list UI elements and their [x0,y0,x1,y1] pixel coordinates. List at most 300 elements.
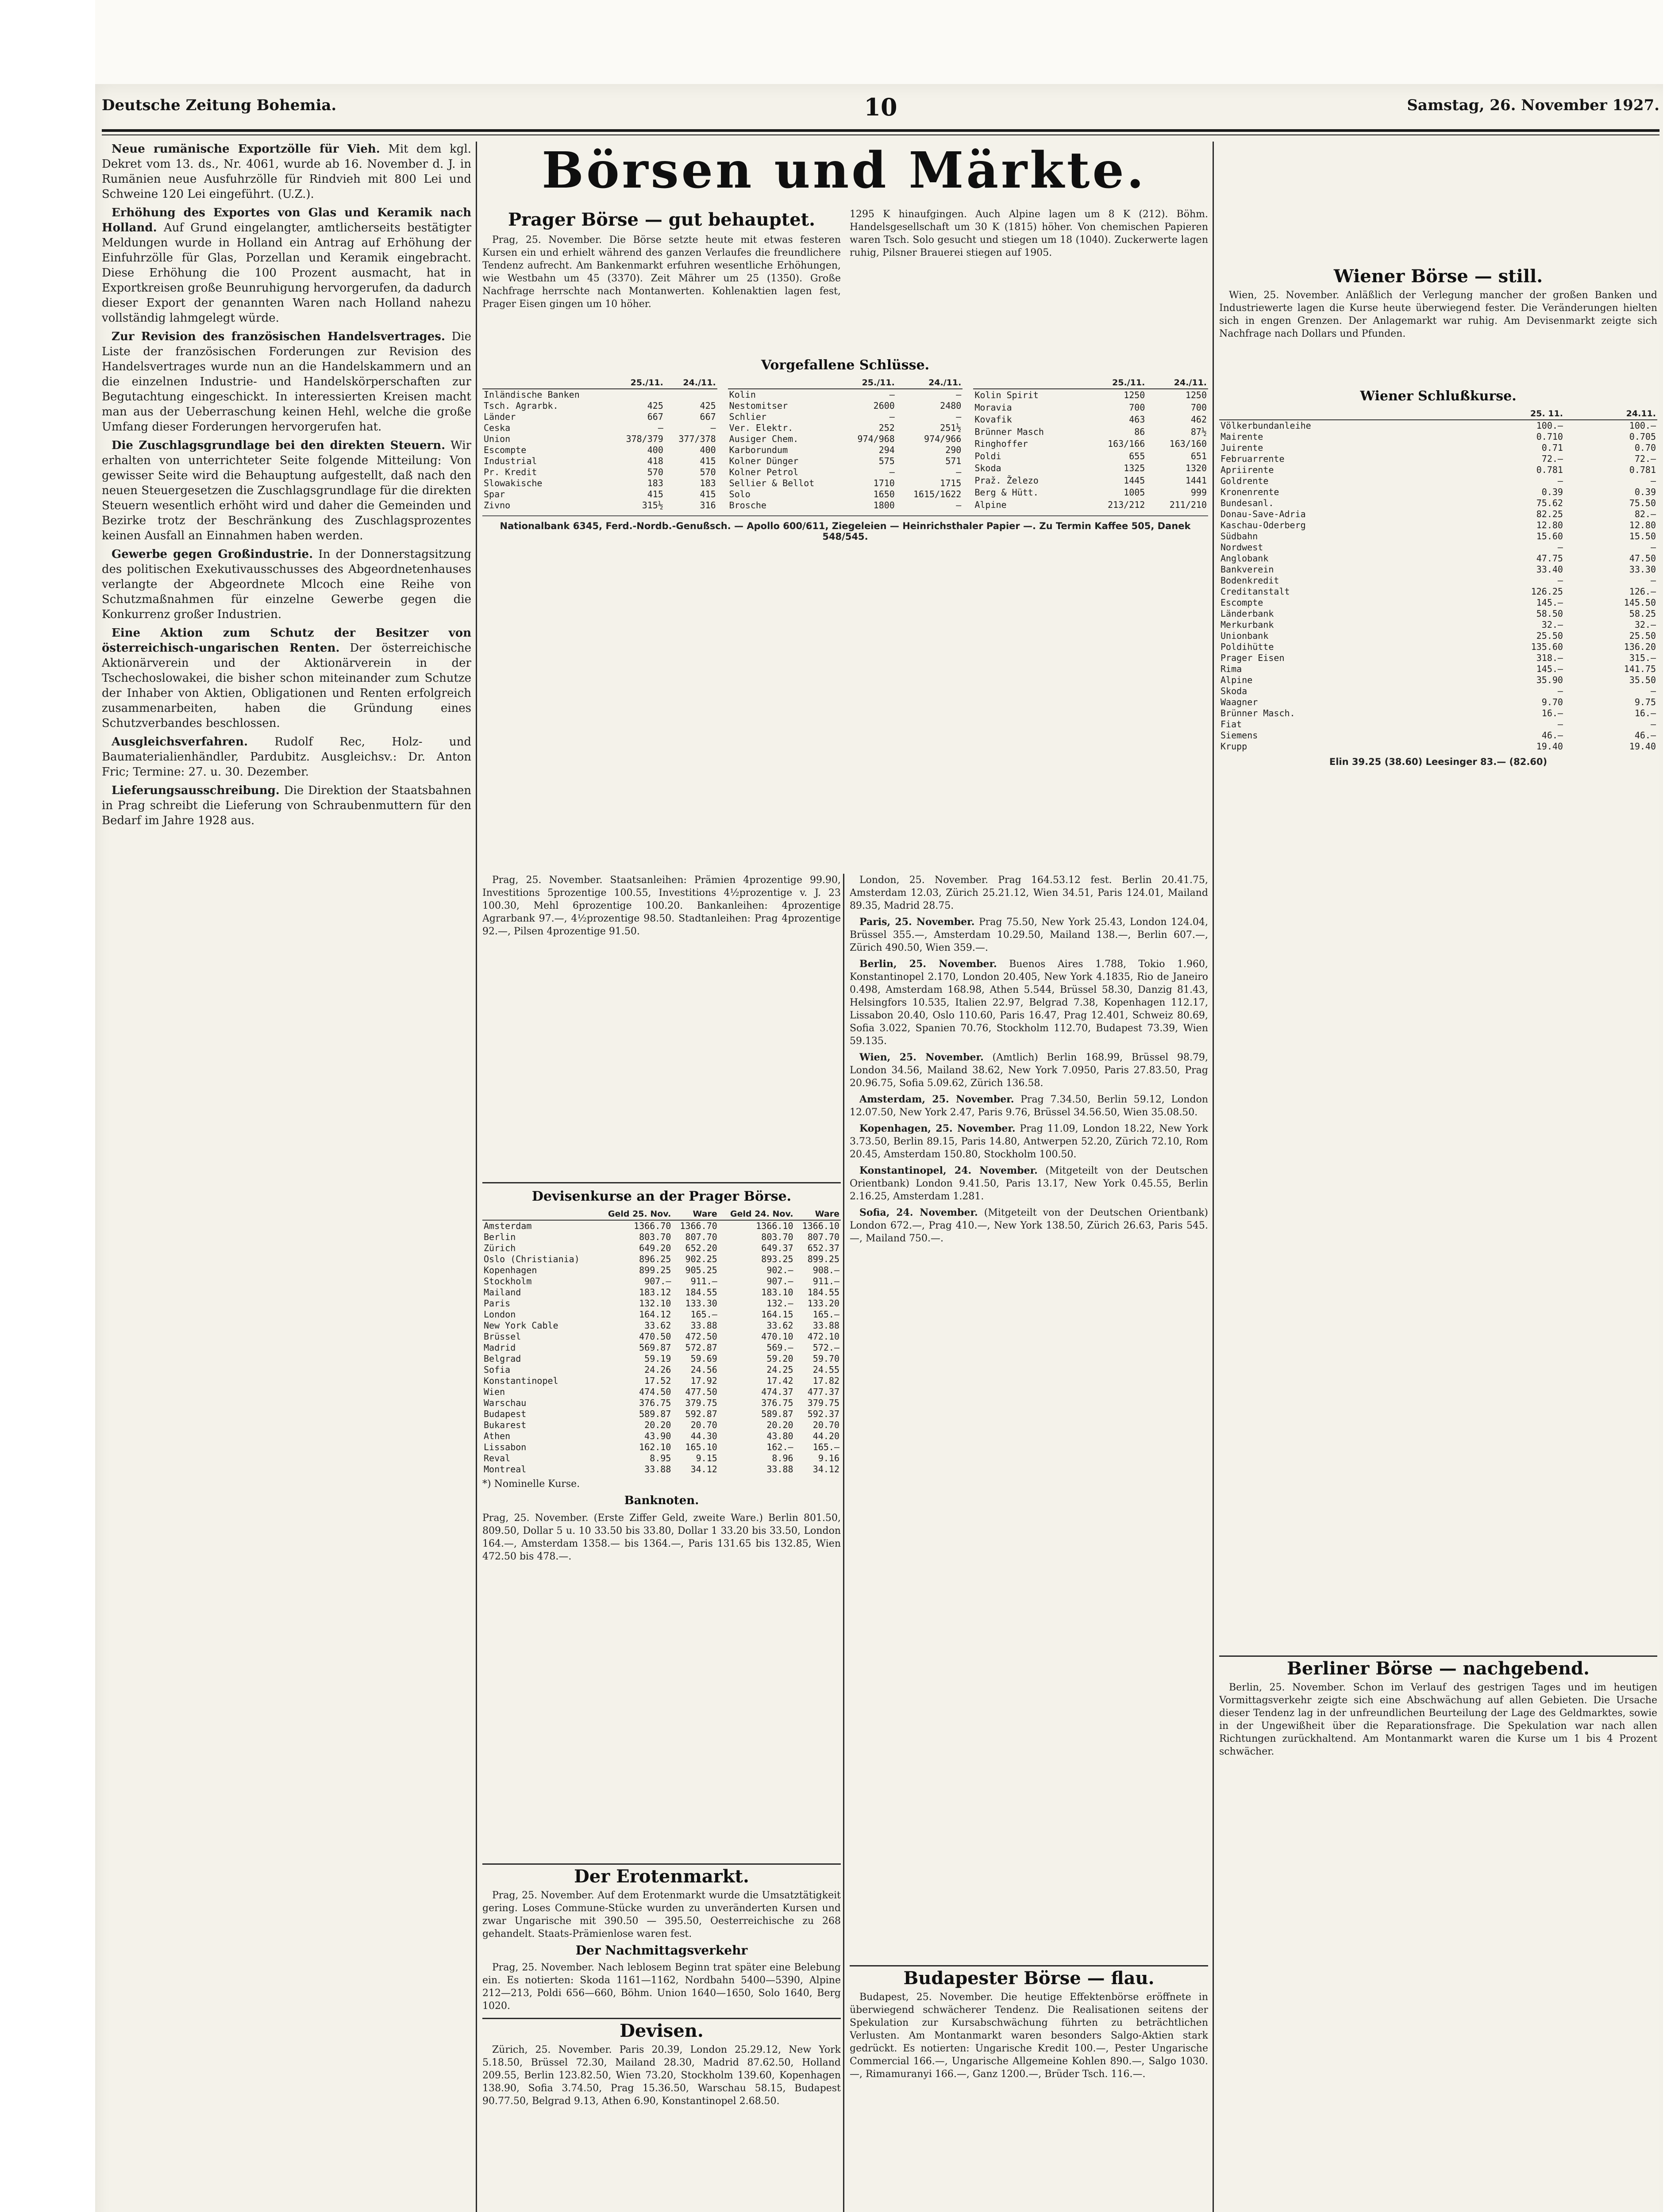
table-cell: Schlier [729,411,766,422]
table-cell: Prager Eisen [1221,653,1285,663]
table-cell [665,389,717,400]
table-cell: 72.— [1634,453,1656,464]
table-cell [612,389,665,400]
news-text: Mit dem kgl. Dekret vom 13. ds., Nr. 4061, wurde ab 16. November d. J. in Rumänien neue Ausfuhrzölle für Rindvieh mit 800 Lei und Schweine 120 Lei eingeführt. (U.Z.). [102,142,471,201]
closing-quotes-rule [482,515,1208,516]
table-row [1219,719,1657,730]
table-row [482,1453,841,1464]
devisen-ausland-title: Devisen. [620,2020,704,2041]
table-row [482,1464,841,1475]
berlin-rule [1219,1655,1657,1657]
news-text: Der österreichische Aktionärverein und der Aktionärverein in der Tschechoslowakei, die bisher schon miteinander zum Schutze der Inhaber von Aktien, Obligationen und Renten erfolgreich zusammenarbeiten, haben die Gründung eines Schutzverbandes beschlossen. [102,641,471,730]
wien-header-cell: 25. 11. [1469,408,1564,420]
report-text: Prag 75.50, New York 25.43, London 124.04, Brüssel 355.—, Amsterdam 10.29.50, Mailand 138.—, Berlin 607.—, Zürich 490.50, Wien 359.—. [850,917,1208,953]
devisenkurse-prag-section [482,1177,841,1854]
exchange-report [850,1122,1208,1161]
table-cell: 82.25 [1536,509,1563,519]
news-lead: Gewerbe gegen Großindustrie. [112,548,313,561]
page-header [102,93,1659,128]
table-cell: 163/166 [1108,438,1145,449]
table-cell: 0.781 [1629,465,1656,475]
table-cell: — [956,389,962,400]
table-cell: Ceska [484,422,511,433]
table-cell: 183.12 [639,1287,671,1298]
header-rule-thin [102,134,1659,135]
table-cell: 667 [647,411,663,422]
table-row [1219,586,1657,597]
table-row [482,1375,841,1386]
header-rule [102,129,1659,132]
table-row [1219,431,1657,442]
table-row [482,1398,841,1409]
table-cell: 19.40 [1629,741,1656,752]
table-cell: Brünner Masch [974,426,1044,437]
table-cell: 1800 [873,500,895,511]
table-cell: 33.88 [690,1320,717,1331]
table-cell: 0.781 [1536,465,1563,475]
scan-margin-right [1663,0,1671,2212]
closing-header-cell: 24./11. [1146,377,1208,389]
table-cell: Apriirente [1221,465,1274,475]
erotenmarkt-title: Der Erotenmarkt. [574,1866,749,1887]
table-cell: 379.75 [685,1398,717,1408]
exchange-report [850,1051,1208,1090]
table-row [482,1364,841,1375]
table-cell: 0.710 [1536,431,1563,442]
news-paragraph [102,142,471,202]
table-cell: 34.12 [690,1464,717,1475]
table-cell: 165.— [812,1309,839,1320]
column-divider-mid [843,874,844,2212]
table-cell: Kolner Petrol [729,467,799,477]
table-cell: Skoda [974,463,1001,474]
table-cell: — [710,422,716,433]
table-row [728,389,963,400]
table-row [1219,509,1657,520]
report-lead: Kopenhagen, 25. November. [859,1123,1016,1134]
table-row [973,389,1208,402]
table-cell: 163/160 [1169,438,1207,449]
table-row [1219,453,1657,465]
table-row [1219,708,1657,719]
table-row [1219,487,1657,498]
table-cell: 1650 [873,489,895,499]
table-cell: 316 [700,500,716,511]
table-cell: 20.70 [812,1420,839,1430]
table-cell: Tsch. Agrarbk. [484,400,558,411]
table-row [1219,608,1657,619]
table-cell: 1710 [873,478,895,488]
report-lead: Berlin, 25. November. [859,958,997,970]
table-row [1219,575,1657,586]
table-row [973,402,1208,414]
closing-quotes-table [973,377,1208,511]
devisen-header-cell: Ware [795,1209,841,1220]
table-cell: 415 [647,489,663,499]
table-row [482,1409,841,1420]
table-cell: 649.37 [761,1243,793,1253]
table-cell: 17.42 [766,1375,793,1386]
table-cell: 1250 [1124,390,1145,401]
devisen-header-cell [482,1209,597,1220]
table-cell: 655 [1129,450,1145,461]
table-row [1219,697,1657,708]
report-text: (Mitgeteilt von der Deutschen Orientbank) London 672.—, Prag 410.—, New York 138.50, Zürich 26.63, Paris 545.—, Mailand 750.—. [850,1207,1208,1244]
table-cell: 162.10 [639,1442,671,1452]
table-row [482,1320,841,1331]
table-cell: — [1650,719,1656,730]
table-cell: 126.25 [1531,586,1563,597]
closing-header-cell [728,377,843,389]
table-row [482,478,717,489]
table-cell: 211/210 [1169,499,1207,510]
table-row [728,422,963,434]
table-cell: 164.15 [761,1309,793,1320]
table-cell: — [889,411,895,422]
table-cell: 572.— [812,1342,839,1353]
table-cell: — [1650,575,1656,586]
news-text: Auf Grund eingelangter, amtlicherseits bestätigter Meldungen wurde in Holland ein Antrag auf Erhöhung der Einfuhrzölle für Glas, Porzellan und Keramik eingebracht. Diese Erhöhung die 100 Prozent ausmacht, hat in Exportkreisen große Beunruhigung hervorgerufen, da dadurch dieser Export der genannten Waren nach Holland nahezu vollständig lahmgelegt würde. [102,221,471,325]
prager-boerse-continued [850,208,1208,354]
table-cell: — [956,467,962,477]
table-row [482,1276,841,1287]
budapest-text: Budapest, 25. November. Die heutige Effektenbörse eröffnete in überwiegend schwächerer Tendenz. Die Realisationen seitens der Spekulation zur Kursabschwächung führten zu beträchtlichen Verlusten. Am Montanmarkt waren besonders Salgo-Aktien stark gedrückt. Es notierten: Ungarische Kredit 100.—, Pester Ungarische Commercial 166.—, Ungarische Allgemeine Kohlen 890.—, Salgo 1030.—, Rimamuranyi 166.—, Ganz 1200.—, Brüder Tsch. 116.—. [850,1992,1208,2080]
table-cell: 33.88 [812,1320,839,1331]
report-text: (Amtlich) Berlin 168.99, Brüssel 98.79, London 34.56, Mailand 38.62, New York 7.0950, Paris 27.83.50, Prag 20.96.75, Sofia 5.09.62, Zürich 136.58. [850,1052,1208,1089]
table-cell: 589.87 [639,1409,671,1419]
table-cell: Athen [484,1431,511,1441]
table-row [1219,686,1657,697]
table-row [482,467,717,478]
table-cell: 378/379 [626,434,663,444]
table-cell: 33.40 [1536,564,1563,575]
news-text: In der Donnerstagsitzung des politischen Exekutivausschusses des Abgeordnetenhauses verlangte der Abgeordnete Mlcoch eine Reihe von Schutzmaßnahmen für einzelne Gewerbe gegen die Konkurrenz großer Industrien. [102,548,471,621]
staatsanleihen-text: Prag, 25. November. Staatsanleihen: Prämien 4prozentige 99.90, Investitions 5prozentige 100.55, Investitions 4½prozentige v. J. 23 100.30, Mehl 6prozentige 100.20. Bankanleihen: 4prozentige Agrarbank 97.—, 4½prozentige 98.50. Stadtanleihen: Prag 4prozentige 92.—, Pilsen 4prozentige 91.50. [482,875,841,937]
news-lead: Erhöhung des Exportes von Glas und Keramik nach Holland. [102,206,471,234]
table-cell: — [889,389,895,400]
table-cell: — [1557,542,1563,553]
table-cell: Merkurbank [1221,619,1274,630]
table-row [728,400,963,411]
table-cell: Spar [484,489,505,499]
table-row [482,422,717,434]
scan-margin-left [0,0,95,2212]
table-row [728,467,963,478]
table-cell: Bodenkredit [1221,575,1279,586]
table-cell: 43.80 [766,1431,793,1441]
closing-header-cell: 25./11. [843,377,896,389]
table-cell: 126.— [1629,586,1656,597]
wiener-boerse-title: Wiener Börse — still. [1333,266,1543,287]
closing-quotes-table [482,377,717,511]
table-cell: 477.37 [807,1386,839,1397]
table-cell: 902.25 [685,1254,717,1264]
table-cell: Ausiger Chem. [729,434,799,444]
table-row [482,1431,841,1442]
news-paragraph [102,205,471,326]
table-cell: — [1650,476,1656,486]
table-cell: 72.— [1541,453,1563,464]
table-cell: Februarrente [1221,453,1285,464]
table-cell: Wien [484,1386,505,1397]
closing-header-row [728,377,963,389]
table-cell: 8.96 [772,1453,793,1463]
table-cell: Alpine [1221,675,1253,685]
table-cell: Kolin [729,389,756,400]
table-row [482,1243,841,1254]
table-cell: — [1650,686,1656,696]
table-row [1219,597,1657,608]
table-cell: 12.80 [1629,520,1656,530]
table-cell: Brosche [729,500,766,511]
table-cell: Donau-Save-Adria [1221,509,1306,519]
table-row [482,445,717,456]
table-cell: 1320 [1185,463,1207,474]
table-cell: 33.88 [644,1464,671,1475]
table-cell: 803.70 [639,1232,671,1242]
table-cell: Kolner Dünger [729,456,799,466]
table-cell: 46.— [1541,730,1563,741]
table-cell: 20.20 [766,1420,793,1430]
table-cell: 47.50 [1629,553,1656,564]
news-paragraph [102,783,471,828]
table-cell: 132.10 [639,1298,671,1309]
devisen-ausland-rule [482,2018,841,2019]
table-cell: Bundesanl. [1221,498,1274,508]
exchange-report [850,916,1208,954]
erotenmarkt-text: Prag, 25. November. Auf dem Erotenmarkt wurde die Umsatztätigkeit gering. Loses Commune-Stücke wurden zu unveränderten Kursen und zwar Ungarische mit 390.50 — 395.50, Oesterreichische zu 268 gehandelt. Staats-Prämienlose waren fest. [482,1890,841,1939]
table-cell: 9.16 [818,1453,839,1463]
table-cell: 59.69 [690,1353,717,1364]
table-cell: 290 [945,445,962,455]
wiener-schluss-title: Wiener Schlußkurse. [1360,388,1517,404]
table-cell: 667 [700,411,716,422]
table-cell: 0.39 [1634,487,1656,497]
table-cell: 569.— [766,1342,793,1353]
table-cell: 9.70 [1541,697,1563,707]
table-cell: 415 [700,489,716,499]
closing-quotes-footer: Nationalbank 6345, Ferd.-Nordb.-Genußsch. — Apollo 600/611, Ziegeleien — Heinrichsthaler Papier —. Zu Termin Kaffee 505, Danek 548/545. [500,521,1191,542]
news-lead: Eine Aktion zum Schutz der Besitzer von österreichisch-ungarischen Renten. [102,626,471,655]
section-masthead: Börsen und Märkte. [542,142,1147,200]
table-cell: Montreal [484,1464,527,1475]
table-cell: 425 [647,400,663,411]
table-cell: 999 [1190,487,1207,498]
closing-header-cell: 25./11. [612,377,665,389]
table-cell: 33.62 [766,1320,793,1331]
table-cell: Poldi [974,450,1001,461]
devisen-header-cell: Ware [672,1209,718,1220]
table-row [482,1265,841,1276]
table-cell: 803.70 [761,1232,793,1242]
prager-boerse-intro [482,208,841,354]
table-cell: Paris [484,1298,511,1309]
table-cell: Anglobank [1221,553,1269,564]
table-cell: 1366.70 [680,1221,717,1231]
closing-header-row [482,377,717,389]
table-cell: 19.40 [1536,741,1563,752]
table-cell: 592.87 [685,1409,717,1419]
berliner-boerse-title: Berliner Börse — nachgebend. [1287,1658,1590,1679]
table-cell: 24.55 [812,1364,839,1375]
table-cell: Berlin [484,1232,516,1242]
table-cell: Fiat [1221,719,1242,730]
exchange-report [850,958,1208,1048]
table-cell: Stockholm [484,1276,532,1286]
table-cell: 902.— [766,1265,793,1275]
table-cell: 652.37 [807,1243,839,1253]
banknoten-title: Banknoten. [624,1494,699,1507]
report-lead: Paris, 25. November. [859,916,975,928]
nachmittag-text: Prag, 25. November. Nach leblosem Beginn trat später eine Belebung ein. Es notierten: Skoda 1161—1162, Nordbahn 5400—5390, Alpine 212—213, Poldi 656—660, Böhm. Union 1640—1650, Solo 1640, Berg 1020. [482,1962,841,2012]
table-cell: — [1557,575,1563,586]
table-cell: Länderbank [1221,608,1274,619]
table-row [482,1342,841,1353]
table-cell: Praž. Železo [974,475,1039,486]
table-row [1219,675,1657,686]
report-lead: Konstantinopel, 24. November. [859,1165,1038,1176]
table-cell: 649.20 [639,1243,671,1253]
closing-quotes-section [482,354,1208,867]
table-cell: 47.75 [1536,553,1563,564]
table-cell: Kopenhagen [484,1265,537,1275]
devisen-prag-table [482,1209,841,1475]
table-cell: 294 [878,445,895,455]
news-lead: Ausgleichsverfahren. [112,735,248,749]
erotenmarkt-rule [482,1863,841,1865]
table-cell: 908.— [812,1265,839,1275]
news-lead: Lieferungsausschreibung. [112,784,280,797]
table-cell: Inländische Banken [484,389,580,400]
table-cell: Skoda [1221,686,1247,696]
foreign-reports-list [850,916,1208,1245]
table-cell: 474.37 [761,1386,793,1397]
table-cell: — [1557,686,1563,696]
table-cell: Mairente [1221,431,1263,442]
table-cell: 911.— [812,1276,839,1286]
table-row [973,426,1208,438]
report-lead: Sofia, 24. November. [859,1207,978,1218]
table-cell: 318.— [1536,653,1563,663]
prager-boerse-text: Prag, 25. November. Die Börse setzte heute mit etwas festeren Kursen ein und erhielt während des ganzen Verlaufes die freundlichere Tendenz aufrecht. Am Bankenmarkt erfuhren wesentliche Erhöhungen, wie Westbahn um 45 (3370). Zeit Mährer um 25 (1350). Große Nachfrage herrschte nach Montanwerten. Kohlenaktien lagen fest, Prager Eisen gingen um 10 höher. [482,234,841,310]
table-cell: 164.12 [639,1309,671,1320]
table-cell: 376.75 [639,1398,671,1408]
table-cell: 34.12 [812,1464,839,1475]
table-cell: Poldihütte [1221,641,1274,652]
closing-header-cell: 24./11. [665,377,717,389]
table-row [482,1353,841,1364]
wiener-schluss-footer: Elin 39.25 (38.60) Leesinger 83.— (82.60) [1329,757,1548,767]
table-cell: 1715 [940,478,962,488]
vienna-section [1219,142,1657,380]
table-cell: 2480 [940,400,962,411]
table-cell: Siemens [1221,730,1258,741]
table-cell: 133.30 [685,1298,717,1309]
exchange-report [850,1164,1208,1203]
newspaper-name: Deutsche Zeitung Bohemia. [102,96,337,114]
table-cell: 25.50 [1629,630,1656,641]
news-text: Die Liste der französischen Forderungen zur Revision des Handelsvertrages wurde nun an die Handelskammern und an die einzelnen Industrie- und Handelskörperschaften zur Begutachtung eingeschickt. In interessierten Kreisen macht man aus der Ueberraschung keinen Hehl, welche die große Umfang dieser Forderungen hervorgerufen hat. [102,330,471,434]
table-cell: Zürich [484,1243,516,1253]
report-text: (Mitgeteilt von der Deutschen Orientbank) London 9.41.50, Paris 13.17, New York 0.45.55, Berlin 2.16.25, Amsterdam 1.281. [850,1165,1208,1202]
table-cell: 25.50 [1536,630,1563,641]
table-cell: 974/968 [857,434,895,444]
devisen-header-cell: Geld 25. Nov. [597,1209,673,1220]
table-row [1219,420,1657,431]
table-row [1219,564,1657,575]
table-row [1219,553,1657,564]
table-cell: 899.25 [639,1265,671,1275]
exchange-report [850,1093,1208,1119]
devisen-prag-title: Devisenkurse an der Prager Börse. [531,1189,792,1204]
table-row [482,500,717,511]
news-lead: Neue rumänische Exportzölle für Vieh. [112,142,380,156]
table-cell: 911.— [690,1276,717,1286]
report-text: Prag 7.34.50, Berlin 59.12, London 12.07.50, New York 2.47, Paris 9.76, Brüssel 34.56.50, Wien 35.08.50. [850,1094,1208,1118]
table-cell: 1366.10 [756,1221,793,1231]
table-cell: 87½ [1190,426,1207,437]
table-cell: Escompte [1221,597,1263,608]
table-cell: 16.— [1634,708,1656,718]
table-cell: Lissabon [484,1442,527,1452]
table-cell: 1366.70 [634,1221,671,1231]
table-cell: 183.10 [761,1287,793,1298]
table-cell: — [1557,476,1563,486]
table-cell: Konstantinopel [484,1375,558,1386]
table-cell: Mailand [484,1287,521,1298]
table-cell: 32.— [1541,619,1563,630]
table-cell: 379.75 [807,1398,839,1408]
table-row [482,1254,841,1265]
table-cell: 400 [647,445,663,455]
table-cell: 24.25 [766,1364,793,1375]
table-cell: 75.62 [1536,498,1563,508]
table-cell: Kaschau-Oderberg [1221,520,1306,530]
table-cell: 377/378 [678,434,716,444]
table-row [728,411,963,422]
table-cell: 132.— [766,1298,793,1309]
table-row [1219,498,1657,509]
table-cell: 15.60 [1536,531,1563,541]
table-row [482,1386,841,1398]
table-cell: 35.50 [1629,675,1656,685]
closing-header-cell [482,377,612,389]
table-cell: Nordwest [1221,542,1263,553]
table-cell: 462 [1190,414,1207,425]
news-paragraph [102,547,471,622]
vienna-closing-section [1219,385,1657,1637]
table-cell: 252 [878,422,895,433]
table-cell: 907.— [644,1276,671,1286]
table-cell: Waagner [1221,697,1258,707]
table-row [973,438,1208,450]
table-row [482,389,717,400]
table-cell: 477.50 [685,1386,717,1397]
table-cell: 1250 [1185,390,1207,401]
table-cell: 572.87 [685,1342,717,1353]
table-cell: 807.70 [807,1232,839,1242]
devisen-header-cell: Geld 24. Nov. [719,1209,795,1220]
wien-header-cell: 24.11. [1564,408,1657,420]
closing-quotes-table [728,377,963,511]
table-cell: 0.705 [1629,431,1656,442]
table-cell: Kovafik [974,414,1012,425]
table-cell: 418 [647,456,663,466]
table-cell: Industrial [484,456,537,466]
table-cell: Oslo (Christiania) [484,1254,580,1264]
table-cell: 570 [647,467,663,477]
table-row [973,487,1208,499]
